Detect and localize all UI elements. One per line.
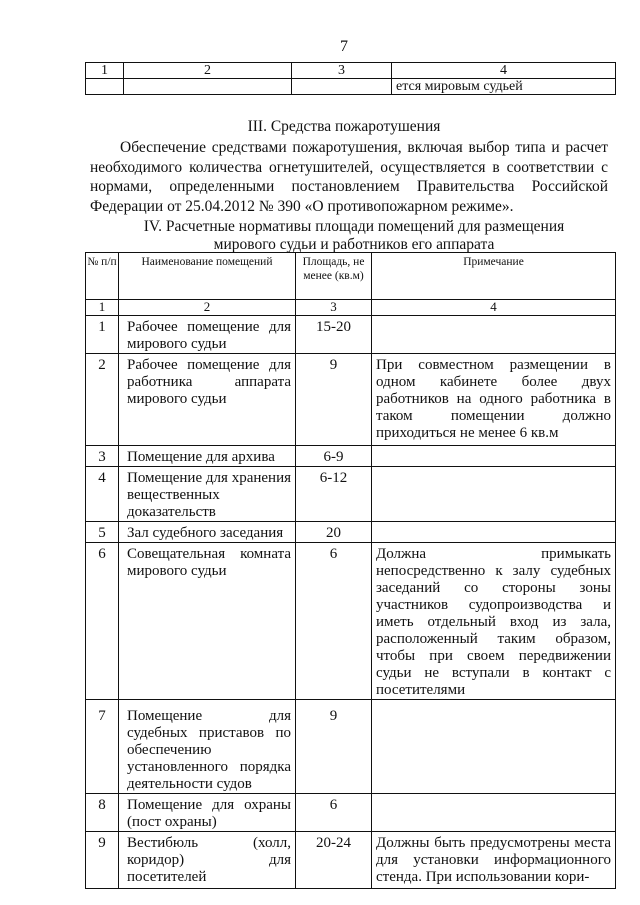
table-cell xyxy=(292,79,392,95)
section3-paragraph: Обеспечение средствами пожаротушения, включая выбор типа и расчет необходимого количества огнетушителей, осуществляется в соответствии с нормами, определенными постановлением Правительства Российской Федерации от 25.04.2012 № 390 «О противопожарном режиме». xyxy=(90,139,608,215)
column-number: 4 xyxy=(372,300,616,316)
table-row xyxy=(86,794,616,832)
table-row xyxy=(86,79,616,95)
norms-table xyxy=(85,252,616,889)
row-number: 2 xyxy=(86,354,119,446)
room-area: 20 xyxy=(296,522,372,543)
header-note: Примечание xyxy=(372,253,616,300)
row-number: 1 xyxy=(86,316,119,354)
room-name: Помещение для архива xyxy=(119,446,296,467)
room-area: 6-9 xyxy=(296,446,372,467)
room-name: Помещение для охраны (пост охраны) xyxy=(119,794,296,832)
section4-title xyxy=(90,218,618,254)
table-cell xyxy=(124,79,292,95)
row-number: 3 xyxy=(86,446,119,467)
room-name: Зал судебного заседания xyxy=(119,522,296,543)
room-area: 15-20 xyxy=(296,316,372,354)
column-number-row xyxy=(86,300,616,316)
continuation-text: ется мировым судьей xyxy=(392,79,616,95)
header-row xyxy=(86,253,616,300)
table-row xyxy=(86,832,616,889)
room-note xyxy=(372,316,616,354)
column-number: 4 xyxy=(392,63,616,79)
column-number: 3 xyxy=(292,63,392,79)
room-name: Помещение для хранения вещественных доказательств xyxy=(119,467,296,522)
room-name: Совещательная комната мирового судьи xyxy=(119,543,296,700)
room-note xyxy=(372,700,616,794)
table-row xyxy=(86,700,616,794)
row-number: 4 xyxy=(86,467,119,522)
continued-table xyxy=(85,62,616,95)
section4-title-line: IV. Расчетные нормативы площади помещений для размещения xyxy=(143,218,565,235)
room-note: Должна примыкать непосредственно к залу судебных заседаний со стороны зоны участников судопроизводства и иметь отдельный вход из зала, расположенный таким образом, чтобы при своем передвижении судьи не вступали в контакт с посетителями xyxy=(372,543,616,700)
room-area: 6 xyxy=(296,543,372,700)
row-number: 5 xyxy=(86,522,119,543)
table-row xyxy=(86,467,616,522)
section3-title: III. Средства пожаротушения xyxy=(247,118,441,135)
page-number: 7 xyxy=(340,38,348,55)
column-number: 2 xyxy=(124,63,292,79)
room-area: 20-24 xyxy=(296,832,372,889)
row-number: 7 xyxy=(86,700,119,794)
column-number: 3 xyxy=(296,300,372,316)
room-name: Рабочее помещение для работника аппарата мирового судьи xyxy=(119,354,296,446)
room-note xyxy=(372,467,616,522)
room-note: Должны быть предусмотрены места для установки информационного стенда. При использовании кори- xyxy=(372,832,616,889)
table-row xyxy=(86,354,616,446)
column-number: 1 xyxy=(86,63,124,79)
room-note xyxy=(372,522,616,543)
room-note: При совместном размещении в одном кабинете более двух работников на одного работника в таком помещении должно приходиться не менее 6 кв.м xyxy=(372,354,616,446)
room-area: 6 xyxy=(296,794,372,832)
table-row xyxy=(86,316,616,354)
table-row xyxy=(86,446,616,467)
header-name: Наименование помещений xyxy=(119,253,296,300)
room-area: 9 xyxy=(296,700,372,794)
room-note xyxy=(372,446,616,467)
column-number: 2 xyxy=(119,300,296,316)
column-number-row xyxy=(86,63,616,79)
table-row xyxy=(86,543,616,700)
header-num: № п/п xyxy=(86,253,119,300)
room-note xyxy=(372,794,616,832)
section4-title-line: мирового судьи и работников его аппарата xyxy=(213,236,495,253)
section3-body xyxy=(90,138,608,216)
room-name: Вестибюль (холл, коридор) для посетителей xyxy=(119,832,296,889)
room-area: 9 xyxy=(296,354,372,446)
room-name: Рабочее помещение для мирового судьи xyxy=(119,316,296,354)
table-row xyxy=(86,522,616,543)
header-area: Площадь, не менее (кв.м) xyxy=(296,253,372,300)
column-number: 1 xyxy=(86,300,119,316)
row-number: 9 xyxy=(86,832,119,889)
room-area: 6-12 xyxy=(296,467,372,522)
row-number: 8 xyxy=(86,794,119,832)
row-number: 6 xyxy=(86,543,119,700)
room-name: Помещение для судебных приставов по обеспечению установленного порядка деятельности судов xyxy=(119,700,296,794)
table-cell xyxy=(86,79,124,95)
